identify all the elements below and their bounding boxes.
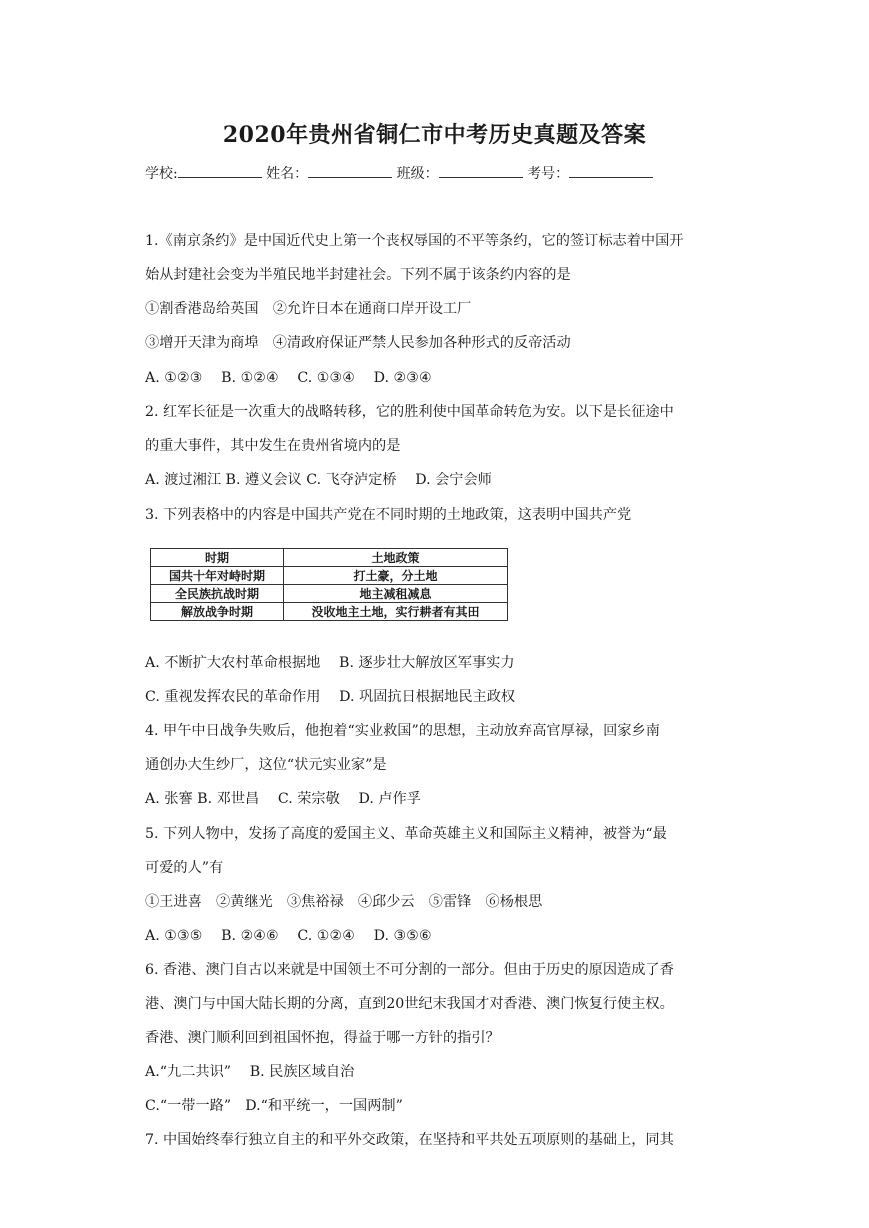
- table-cell: 打土豪，分土地: [284, 567, 508, 585]
- table-header-cell: 时期: [151, 549, 284, 567]
- table-row: [151, 585, 508, 603]
- q5-options: A. ①③⑤ B. ②④⑥ C. ①②④ D. ③⑤⑥: [145, 928, 432, 944]
- q4-options: A. 张謇 B. 邓世昌 C. 荣宗敬 D. 卢作孚: [145, 791, 421, 807]
- exam-number-label: 考号：: [527, 166, 570, 182]
- q2-stem-line1: 2. 红军长征是一次重大的战略转移，它的胜利使中国革命转危为安。以下是长征途中: [145, 404, 674, 420]
- table-cell: 国共十年对峙时期: [151, 567, 284, 585]
- q5-stem-line1: 5. 下列人物中，发扬了高度的爱国主义、革命英雄主义和国际主义精神，被誉为“最: [145, 826, 667, 842]
- q1-stem-line1: 1.《南京条约》是中国近代史上第一个丧权辱国的不平等条约，它的签订标志着中国开: [145, 233, 684, 249]
- q4-stem-line1: 4. 甲午中日战争失败后，他抱着“实业救国”的思想，主动放弃高官厚禄，回家乡南: [145, 723, 660, 739]
- school-label: 学校:: [145, 166, 178, 182]
- q5-items: ①王进喜 ②黄继光 ③焦裕禄 ④邱少云 ⑤雷锋 ⑥杨根思: [145, 894, 543, 910]
- q2-options: A. 渡过湘江 B. 遵义会议 C. 飞夺泸定桥 D. 会宁会师: [145, 472, 492, 488]
- q1-stem-line2: 始从封建社会变为半殖民地半封建社会。下列不属于该条约内容的是: [145, 267, 571, 283]
- table-header-cell: 土地政策: [284, 549, 508, 567]
- class-label: 班级：: [396, 166, 439, 182]
- table-header-row: [151, 549, 508, 567]
- q3-options-line2: C. 重视发挥农民的革命作用 D. 巩固抗日根据地民主政权: [145, 689, 516, 705]
- q4-stem-line2: 通创办大生纱厂，这位“状元实业家”是: [145, 757, 387, 773]
- table-cell: 没收地主土地，实行耕者有其田: [284, 603, 508, 621]
- q5-stem-line2: 可爱的人”有: [145, 860, 224, 876]
- exam-number-blank: [569, 163, 653, 178]
- q1-items-line2: ③增开天津为商埠 ④清政府保证严禁人民参加各种形式的反帝活动: [145, 335, 571, 351]
- school-blank: [178, 163, 262, 178]
- q6-stem-line3: 香港、澳门顺利回到祖国怀抱，得益于哪一方针的指引？: [145, 1030, 500, 1046]
- table-cell: 地主减租减息: [284, 585, 508, 603]
- name-blank: [308, 163, 392, 178]
- q7-stem-line1: 7. 中国始终奉行独立自主的和平外交政策，在坚持和平共处五项原则的基础上，同其: [145, 1132, 674, 1148]
- q1-options: A. ①②③ B. ①②④ C. ①③④ D. ②③④: [145, 370, 432, 386]
- q6-stem-line1: 6. 香港、澳门自古以来就是中国领土不可分割的一部分。但由于历史的原因造成了香: [145, 962, 674, 978]
- class-blank: [439, 163, 523, 178]
- land-policy-table: [150, 548, 508, 621]
- q3-stem: 3. 下列表格中的内容是中国共产党在不同时期的土地政策，这表明中国共产党: [145, 507, 632, 523]
- q1-items-line1: ①割香港岛给英国 ②允许日本在通商口岸开设工厂: [145, 301, 472, 317]
- q2-stem-line2: 的重大事件，其中发生在贵州省境内的是: [145, 438, 401, 454]
- q6-options-line2: C.“一带一路” D.“和平统一，一国两制”: [145, 1098, 403, 1114]
- page-title: 2020年贵州省铜仁市中考历史真题及答案: [222, 122, 647, 148]
- q6-options-line1: A.“九二共识” B. 民族区域自治: [145, 1064, 355, 1080]
- table-cell: 全民族抗战时期: [151, 585, 284, 603]
- table-cell: 解放战争时期: [151, 603, 284, 621]
- q3-options-line1: A. 不断扩大农村革命根据地 B. 逐步壮大解放区军事实力: [145, 655, 515, 671]
- student-info-row: [145, 163, 653, 183]
- table-row: [151, 567, 508, 585]
- name-label: 姓名：: [266, 166, 309, 182]
- table-row: [151, 603, 508, 621]
- q6-stem-line2: 港、澳门与中国大陆长期的分离，直到20世纪末我国才对香港、澳门恢复行使主权。: [145, 996, 674, 1012]
